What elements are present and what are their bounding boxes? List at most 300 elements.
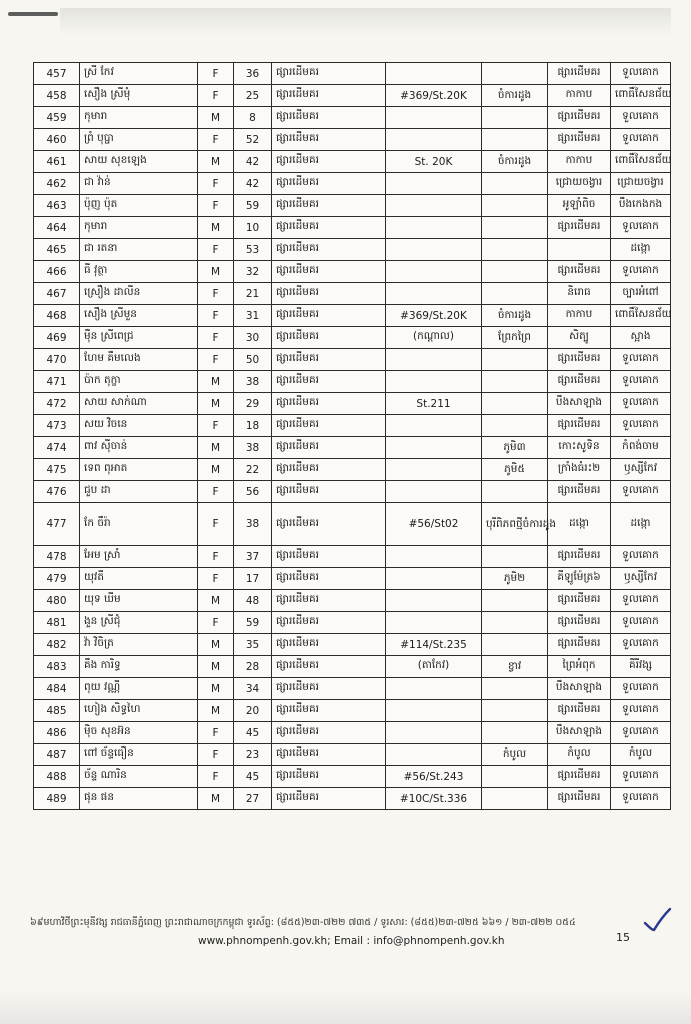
age-cell: 42	[234, 151, 272, 173]
group-village-cell: ភូមិ២	[482, 568, 548, 590]
row-number-cell: 489	[34, 788, 80, 810]
person-name-cell: សឿង ស្រីមួន	[80, 305, 198, 327]
workplace-cell: ផ្សារដើមគរ	[272, 393, 386, 415]
sex-cell: F	[198, 766, 234, 788]
table-row	[34, 744, 671, 766]
house-street-cell	[386, 612, 482, 634]
group-village-cell	[482, 107, 548, 129]
group-village-cell	[482, 349, 548, 371]
workplace-cell: ផ្សារដើមគរ	[272, 239, 386, 261]
village-cell: ផ្សារដើមគរ	[548, 634, 611, 656]
person-name-cell: ជា រតនា	[80, 239, 198, 261]
group-village-cell	[482, 63, 548, 85]
age-cell: 21	[234, 283, 272, 305]
row-number-cell: 485	[34, 700, 80, 722]
row-number-cell: 460	[34, 129, 80, 151]
age-cell: 27	[234, 788, 272, 810]
house-street-cell	[386, 678, 482, 700]
workplace-cell: ផ្សារដើមគរ	[272, 195, 386, 217]
sex-cell: M	[198, 371, 234, 393]
person-name-cell: កុមារា	[80, 107, 198, 129]
village-cell: ផ្សារដើមគរ	[548, 107, 611, 129]
row-number-cell: 468	[34, 305, 80, 327]
sex-cell: F	[198, 722, 234, 744]
bottom-page-shadow	[0, 990, 691, 1024]
workplace-cell: ផ្សារដើមគរ	[272, 415, 386, 437]
table-row	[34, 195, 671, 217]
row-number-cell: 486	[34, 722, 80, 744]
group-village-cell: ចំការដូង	[482, 305, 548, 327]
person-name-cell: ពាវ ស៊ីចាន់	[80, 437, 198, 459]
commune-cell: ទួលគោក	[611, 349, 671, 371]
age-cell: 30	[234, 327, 272, 349]
commune-cell: ដង្កោ	[611, 503, 671, 546]
group-village-cell: ភូមិ៥	[482, 459, 548, 481]
house-street-cell	[386, 173, 482, 195]
sex-cell: M	[198, 656, 234, 678]
person-name-cell: អែម ស្រាំ	[80, 546, 198, 568]
table-row	[34, 568, 671, 590]
person-name-cell: ពុយ វណ្ណី	[80, 678, 198, 700]
workplace-cell: ផ្សារដើមគរ	[272, 678, 386, 700]
person-name-cell: សយ វិចនេ	[80, 415, 198, 437]
age-cell: 20	[234, 700, 272, 722]
person-name-cell: ប៉ាក តុក្ខា	[80, 371, 198, 393]
commune-cell: ដង្កោ	[611, 239, 671, 261]
table-row	[34, 788, 671, 810]
age-cell: 25	[234, 85, 272, 107]
row-number-cell: 471	[34, 371, 80, 393]
group-village-cell: ព្រែកព្រៃ	[482, 327, 548, 349]
group-village-cell	[482, 261, 548, 283]
commune-cell: ទួលគោក	[611, 722, 671, 744]
workplace-cell: ផ្សារដើមគរ	[272, 85, 386, 107]
group-village-cell	[482, 173, 548, 195]
workplace-cell: ផ្សារដើមគរ	[272, 459, 386, 481]
house-street-cell	[386, 239, 482, 261]
village-cell	[548, 239, 611, 261]
group-village-cell: ចំការដូង	[482, 85, 548, 107]
table-row	[34, 700, 671, 722]
top-left-mark	[8, 12, 58, 16]
group-village-cell: បុរីពិភពថ្មីចំការដូង	[482, 503, 548, 546]
village-cell: កាកាប	[548, 85, 611, 107]
village-cell: កោះសូទិន	[548, 437, 611, 459]
table-row	[34, 634, 671, 656]
group-village-cell	[482, 590, 548, 612]
house-street-cell	[386, 283, 482, 305]
table-row	[34, 459, 671, 481]
workplace-cell: ផ្សារដើមគរ	[272, 546, 386, 568]
village-cell: ផ្សារដើមគរ	[548, 349, 611, 371]
row-number-cell: 475	[34, 459, 80, 481]
row-number-cell: 470	[34, 349, 80, 371]
table-row	[34, 151, 671, 173]
row-number-cell: 482	[34, 634, 80, 656]
workplace-cell: ផ្សារដើមគរ	[272, 107, 386, 129]
table-row	[34, 766, 671, 788]
row-number-cell: 466	[34, 261, 80, 283]
house-street-cell	[386, 63, 482, 85]
commune-cell: ទួលគោក	[611, 129, 671, 151]
house-street-cell	[386, 107, 482, 129]
age-cell: 35	[234, 634, 272, 656]
group-village-cell: កំបូល	[482, 744, 548, 766]
sex-cell: F	[198, 195, 234, 217]
row-number-cell: 481	[34, 612, 80, 634]
age-cell: 29	[234, 393, 272, 415]
workplace-cell: ផ្សារដើមគរ	[272, 217, 386, 239]
village-cell: ផ្សារដើមគរ	[548, 415, 611, 437]
commune-cell: ជ្រោយចង្វារ	[611, 173, 671, 195]
village-cell: ផ្សារដើមគរ	[548, 63, 611, 85]
commune-cell: កំពង់ចាម	[611, 437, 671, 459]
workplace-cell: ផ្សារដើមគរ	[272, 744, 386, 766]
village-cell: ផ្សារដើមគរ	[548, 481, 611, 503]
person-name-cell: សឿង ស្រីមុំ	[80, 85, 198, 107]
group-village-cell	[482, 239, 548, 261]
age-cell: 53	[234, 239, 272, 261]
commune-cell: ទួលគោក	[611, 700, 671, 722]
commune-cell: កំបូល	[611, 744, 671, 766]
person-name-cell: ស្រី កែវ	[80, 63, 198, 85]
workplace-cell: ផ្សារដើមគរ	[272, 568, 386, 590]
person-name-cell: ព្រំ បុប្ផា	[80, 129, 198, 151]
sex-cell: M	[198, 590, 234, 612]
sex-cell: F	[198, 283, 234, 305]
commune-cell: ទួលគោក	[611, 107, 671, 129]
commune-cell: ទួលគោក	[611, 634, 671, 656]
patient-roster-table	[33, 62, 671, 810]
village-cell: ផ្សារដើមគរ	[548, 371, 611, 393]
sex-cell: M	[198, 788, 234, 810]
age-cell: 31	[234, 305, 272, 327]
sex-cell: F	[198, 327, 234, 349]
house-street-cell	[386, 590, 482, 612]
row-number-cell: 484	[34, 678, 80, 700]
age-cell: 52	[234, 129, 272, 151]
sex-cell: M	[198, 634, 234, 656]
person-name-cell: ជួប ដា	[80, 481, 198, 503]
row-number-cell: 476	[34, 481, 80, 503]
village-cell: ផ្សារដើមគរ	[548, 261, 611, 283]
row-number-cell: 457	[34, 63, 80, 85]
group-village-cell	[482, 766, 548, 788]
group-village-cell	[482, 393, 548, 415]
sex-cell: F	[198, 173, 234, 195]
sex-cell: F	[198, 568, 234, 590]
sex-cell: F	[198, 349, 234, 371]
commune-cell: ឫស្សីកែវ	[611, 459, 671, 481]
age-cell: 42	[234, 173, 272, 195]
village-cell: ផ្សារដើមគរ	[548, 546, 611, 568]
person-name-cell: យុវតី	[80, 568, 198, 590]
group-village-cell	[482, 283, 548, 305]
commune-cell: ទួលគោក	[611, 590, 671, 612]
person-name-cell: គឹង ការិទ្ធ	[80, 656, 198, 678]
workplace-cell: ផ្សារដើមគរ	[272, 503, 386, 546]
person-name-cell: ច័ន្ទ ណារិន	[80, 766, 198, 788]
commune-cell: ទួលគោក	[611, 393, 671, 415]
table-row	[34, 503, 671, 546]
commune-cell: ទួលគោក	[611, 678, 671, 700]
commune-cell: ទួលគោក	[611, 217, 671, 239]
village-cell: កាកាប	[548, 151, 611, 173]
house-street-cell: #369/St.20K	[386, 305, 482, 327]
workplace-cell: ផ្សារដើមគរ	[272, 700, 386, 722]
village-cell: ដង្កោ	[548, 503, 611, 546]
commune-cell: ទួលគោក	[611, 371, 671, 393]
workplace-cell: ផ្សារដើមគរ	[272, 283, 386, 305]
village-cell: អូឡាំពិច	[548, 195, 611, 217]
age-cell: 10	[234, 217, 272, 239]
person-name-cell: ជា វ៉ាន់	[80, 173, 198, 195]
house-street-cell: St.211	[386, 393, 482, 415]
person-name-cell: ប៉ុញ ប៉ុត	[80, 195, 198, 217]
group-village-cell	[482, 481, 548, 503]
row-number-cell: 478	[34, 546, 80, 568]
row-number-cell: 461	[34, 151, 80, 173]
village-cell: ក្រាំងធំរះ២	[548, 459, 611, 481]
house-street-cell	[386, 349, 482, 371]
person-name-cell: ពៅ ច័ន្ទធឿន	[80, 744, 198, 766]
sex-cell: F	[198, 744, 234, 766]
workplace-cell: ផ្សារដើមគរ	[272, 612, 386, 634]
row-number-cell: 464	[34, 217, 80, 239]
handwritten-check-icon	[642, 907, 672, 933]
person-name-cell: សាយ សុខឡេង	[80, 151, 198, 173]
sex-cell: F	[198, 481, 234, 503]
age-cell: 23	[234, 744, 272, 766]
row-number-cell: 472	[34, 393, 80, 415]
village-cell: ផ្សារដើមគរ	[548, 217, 611, 239]
house-street-cell: #114/St.235	[386, 634, 482, 656]
row-number-cell: 465	[34, 239, 80, 261]
person-name-cell: ងួន ស្រីជុំ	[80, 612, 198, 634]
row-number-cell: 474	[34, 437, 80, 459]
age-cell: 38	[234, 371, 272, 393]
age-cell: 59	[234, 612, 272, 634]
sex-cell: F	[198, 305, 234, 327]
age-cell: 32	[234, 261, 272, 283]
village-cell: ផ្សារដើមគរ	[548, 766, 611, 788]
commune-cell: គីរីវង្ស	[611, 656, 671, 678]
table-row	[34, 590, 671, 612]
group-village-cell	[482, 634, 548, 656]
row-number-cell: 469	[34, 327, 80, 349]
row-number-cell: 459	[34, 107, 80, 129]
sex-cell: F	[198, 503, 234, 546]
person-name-cell: យុទ ឃីម	[80, 590, 198, 612]
sex-cell: M	[198, 151, 234, 173]
commune-cell: ពោធិ៍សែនជ័យ	[611, 151, 671, 173]
village-cell: បឹងសាឡាង	[548, 393, 611, 415]
workplace-cell: ផ្សារដើមគរ	[272, 63, 386, 85]
sex-cell: F	[198, 546, 234, 568]
village-cell: សិត្បូ	[548, 327, 611, 349]
footer-website-email: www.phnompenh.gov.kh; Email : info@phnompenh.gov.kh	[198, 935, 505, 947]
village-cell: និរោធ	[548, 283, 611, 305]
house-street-cell	[386, 568, 482, 590]
commune-cell: បឹងកេងកង	[611, 195, 671, 217]
person-name-cell: ស្រឿង ដាលីន	[80, 283, 198, 305]
row-number-cell: 488	[34, 766, 80, 788]
person-name-cell: ហៀង សិទ្ធហៃ	[80, 700, 198, 722]
workplace-cell: ផ្សារដើមគរ	[272, 656, 386, 678]
person-name-cell: សាយ សាក់ណា	[80, 393, 198, 415]
house-street-cell	[386, 744, 482, 766]
sex-cell: F	[198, 239, 234, 261]
person-name-cell: ហែម គឹមលេង	[80, 349, 198, 371]
house-street-cell: (កណ្ដាល)	[386, 327, 482, 349]
workplace-cell: ផ្សារដើមគរ	[272, 788, 386, 810]
village-cell: បឹងសាឡាង	[548, 722, 611, 744]
roster-body	[34, 63, 671, 810]
row-number-cell: 480	[34, 590, 80, 612]
age-cell: 34	[234, 678, 272, 700]
table-row	[34, 722, 671, 744]
person-name-cell: ម៉ឺន ស្រីពេជ្រ	[80, 327, 198, 349]
group-village-cell: ខ្វាវ	[482, 656, 548, 678]
village-cell: ព្រៃអំពុក	[548, 656, 611, 678]
table-row	[34, 63, 671, 85]
sex-cell: F	[198, 415, 234, 437]
table-row	[34, 173, 671, 195]
house-street-cell	[386, 371, 482, 393]
row-number-cell: 463	[34, 195, 80, 217]
workplace-cell: ផ្សារដើមគរ	[272, 590, 386, 612]
table-row	[34, 393, 671, 415]
workplace-cell: ផ្សារដើមគរ	[272, 371, 386, 393]
table-row	[34, 546, 671, 568]
table-row	[34, 107, 671, 129]
table-row	[34, 239, 671, 261]
commune-cell: ពោធិ៍សែនជ័យ	[611, 305, 671, 327]
person-name-cell: វ៉ា វិចិត្រ	[80, 634, 198, 656]
village-cell: ផ្សារដើមគរ	[548, 700, 611, 722]
commune-cell: ទួលគោក	[611, 788, 671, 810]
commune-cell: ទួលគោក	[611, 766, 671, 788]
house-street-cell: #10C/St.336	[386, 788, 482, 810]
person-name-cell: ផុន ផន	[80, 788, 198, 810]
house-street-cell	[386, 546, 482, 568]
table-row	[34, 481, 671, 503]
table-row	[34, 305, 671, 327]
house-street-cell	[386, 700, 482, 722]
sex-cell: M	[198, 217, 234, 239]
group-village-cell	[482, 788, 548, 810]
house-street-cell: (តាកែវ)	[386, 656, 482, 678]
commune-cell: ស្អាង	[611, 327, 671, 349]
sex-cell: F	[198, 129, 234, 151]
house-street-cell	[386, 195, 482, 217]
workplace-cell: ផ្សារដើមគរ	[272, 349, 386, 371]
sex-cell: M	[198, 678, 234, 700]
table-row	[34, 437, 671, 459]
house-street-cell: #56/St.243	[386, 766, 482, 788]
house-street-cell	[386, 129, 482, 151]
sex-cell: F	[198, 612, 234, 634]
house-street-cell	[386, 217, 482, 239]
village-cell: បឹងសាឡាង	[548, 678, 611, 700]
table-row	[34, 349, 671, 371]
age-cell: 37	[234, 546, 272, 568]
group-village-cell	[482, 217, 548, 239]
house-street-cell	[386, 481, 482, 503]
table-row	[34, 85, 671, 107]
workplace-cell: ផ្សារដើមគរ	[272, 481, 386, 503]
group-village-cell	[482, 129, 548, 151]
table-row	[34, 129, 671, 151]
group-village-cell	[482, 700, 548, 722]
group-village-cell	[482, 722, 548, 744]
row-number-cell: 462	[34, 173, 80, 195]
group-village-cell	[482, 415, 548, 437]
village-cell: កាកាប	[548, 305, 611, 327]
village-cell: ផ្សារដើមគរ	[548, 129, 611, 151]
row-number-cell: 473	[34, 415, 80, 437]
person-name-cell: ទេព ពុអាត	[80, 459, 198, 481]
workplace-cell: ផ្សារដើមគរ	[272, 305, 386, 327]
sex-cell: M	[198, 459, 234, 481]
commune-cell: ទួលគោក	[611, 546, 671, 568]
sex-cell: F	[198, 85, 234, 107]
house-street-cell	[386, 261, 482, 283]
house-street-cell	[386, 437, 482, 459]
commune-cell: ទួលគោក	[611, 481, 671, 503]
commune-cell: ទួលគោក	[611, 415, 671, 437]
village-cell: កំបូល	[548, 744, 611, 766]
age-cell: 45	[234, 722, 272, 744]
age-cell: 18	[234, 415, 272, 437]
house-street-cell: #369/St.20K	[386, 85, 482, 107]
table-row	[34, 261, 671, 283]
group-village-cell	[482, 546, 548, 568]
commune-cell: ឫស្សីកែវ	[611, 568, 671, 590]
workplace-cell: ផ្សារដើមគរ	[272, 722, 386, 744]
table-row	[34, 415, 671, 437]
age-cell: 28	[234, 656, 272, 678]
workplace-cell: ផ្សារដើមគរ	[272, 261, 386, 283]
house-street-cell: St. 20K	[386, 151, 482, 173]
group-village-cell	[482, 371, 548, 393]
commune-cell: ពោធិ៍សែនជ័យ	[611, 85, 671, 107]
age-cell: 45	[234, 766, 272, 788]
workplace-cell: ផ្សារដើមគរ	[272, 766, 386, 788]
commune-cell: ទួលគោក	[611, 612, 671, 634]
village-cell: គីឡូម៉ែត្រ៦	[548, 568, 611, 590]
group-village-cell	[482, 678, 548, 700]
table-row	[34, 656, 671, 678]
person-name-cell: ម៉ិច សុខអ៊ន	[80, 722, 198, 744]
workplace-cell: ផ្សារដើមគរ	[272, 437, 386, 459]
workplace-cell: ផ្សារដើមគរ	[272, 151, 386, 173]
commune-cell: ទួលគោក	[611, 63, 671, 85]
page-number: 15	[616, 931, 630, 944]
table-row	[34, 217, 671, 239]
group-village-cell	[482, 612, 548, 634]
house-street-cell	[386, 722, 482, 744]
sex-cell: M	[198, 107, 234, 129]
village-cell: ផ្សារដើមគរ	[548, 788, 611, 810]
sex-cell: M	[198, 700, 234, 722]
sex-cell: M	[198, 261, 234, 283]
row-number-cell: 487	[34, 744, 80, 766]
sex-cell: F	[198, 63, 234, 85]
house-street-cell: #56/St02	[386, 503, 482, 546]
village-cell: ផ្សារដើមគរ	[548, 612, 611, 634]
workplace-cell: ផ្សារដើមគរ	[272, 173, 386, 195]
